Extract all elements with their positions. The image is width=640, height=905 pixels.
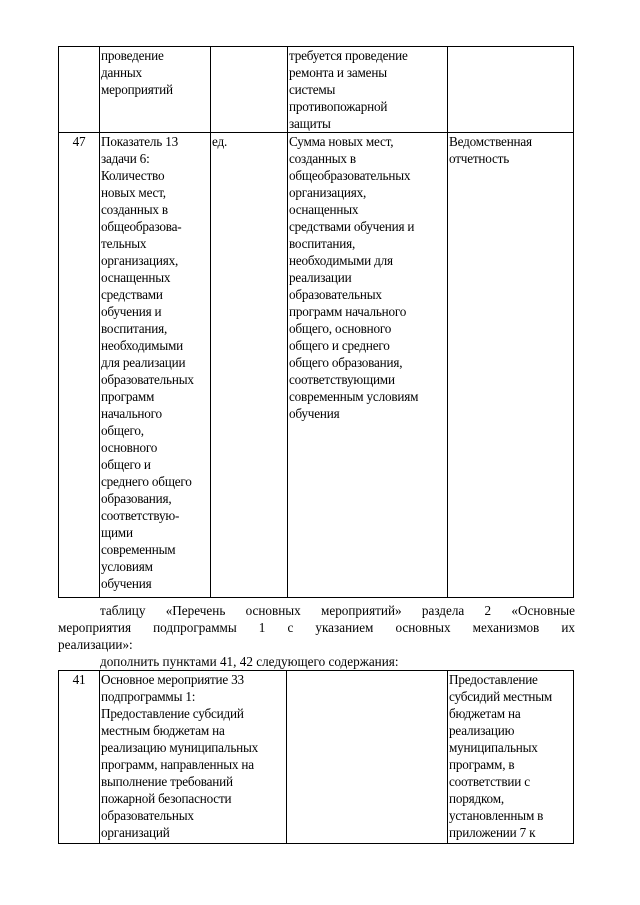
indicator-name-line: оснащенных <box>101 270 171 285</box>
source-line: отчетность <box>449 151 510 166</box>
indicator-name-line: щими <box>101 525 133 540</box>
mechanism-line: соответствии с <box>449 774 530 789</box>
indicator-name-line: данных <box>101 65 142 80</box>
measure-name-line: выполнение требований <box>101 774 233 789</box>
indicator-name-line: задачи 6: <box>101 151 150 166</box>
measures-table <box>58 670 574 844</box>
indicator-name-line: организациях, <box>101 253 179 268</box>
indicator-name-line: необходимыми <box>101 338 183 353</box>
indicator-name-line: общего и <box>101 457 151 472</box>
paragraph-line: таблицу «Перечень основных мероприятий» раздела 2 «Основные <box>100 603 575 618</box>
mechanism-line: бюджетам на <box>449 706 521 721</box>
measure-name-line: программ, направленных на <box>101 757 254 772</box>
indicator-name-line: обучения и <box>101 304 162 319</box>
indicator-name-line: тельных <box>101 236 147 251</box>
mechanism-line: Предоставление <box>449 672 538 687</box>
indicator-name-line: Показатель 13 <box>101 134 178 149</box>
mechanism-line: субсидий местным <box>449 689 553 704</box>
indicator-name-line: основного <box>101 440 158 455</box>
method-line: защиты <box>289 116 331 131</box>
measure-name-line: организаций <box>101 825 170 840</box>
measure-name-line: Предоставление субсидий <box>101 706 244 721</box>
indicator-name-line: обучения <box>101 576 152 591</box>
indicator-name-line: проведение <box>101 48 164 63</box>
indicator-name-line: соответствую- <box>101 508 180 523</box>
indicator-name-line: средствами <box>101 287 163 302</box>
mechanism-cell <box>448 671 574 844</box>
measure-name-line: местным бюджетам на <box>101 723 225 738</box>
indicator-name-line: современным <box>101 542 176 557</box>
method-line: реализации <box>289 270 352 285</box>
indicator-name-line: созданных в <box>101 202 168 217</box>
method-cell <box>288 133 448 598</box>
method-line: необходимыми для <box>289 253 393 268</box>
mechanism-line: приложении 7 к <box>449 825 536 840</box>
source-line: Ведомственная <box>449 134 532 149</box>
measure-name-line: Основное мероприятие 33 <box>101 672 244 687</box>
unit-cell <box>211 47 288 133</box>
measure-name-line: реализацию муниципальных <box>101 740 259 755</box>
method-line: противопожарной <box>289 99 388 114</box>
method-line: общего образования, <box>289 355 403 370</box>
indicator-name-line: мероприятий <box>101 82 173 97</box>
indicator-name-line: программ <box>101 389 155 404</box>
indicator-name-line: новых мест, <box>101 185 166 200</box>
method-line: общего и среднего <box>289 338 390 353</box>
mechanism-line: установленным в <box>449 808 544 823</box>
method-line: требуется проведение <box>289 48 408 63</box>
indicators-table <box>58 46 574 598</box>
amendment-instruction: дополнить пунктами 41, 42 следующего содержания: <box>100 654 399 669</box>
row-number: 41 <box>59 671 100 844</box>
mechanism-line: порядком, <box>449 791 504 806</box>
mechanism-line: программ, в <box>449 757 515 772</box>
indicator-name-line: воспитания, <box>101 321 168 336</box>
method-line: средствами обучения и <box>289 219 415 234</box>
source-cell <box>448 133 574 598</box>
method-line: общеобразовательных <box>289 168 411 183</box>
indicator-name-line: условиям <box>101 559 153 574</box>
mechanism-line: муниципальных <box>449 740 538 755</box>
method-line: соответствующими <box>289 372 395 387</box>
paragraph-line: реализации»: <box>58 637 133 652</box>
paragraph-line: мероприятия подпрограммы 1 с указанием основных механизмов их <box>58 620 575 635</box>
indicator-name-cell <box>100 133 211 598</box>
table-row <box>59 671 574 844</box>
measure-name-line: подпрограммы 1: <box>101 689 196 704</box>
unit-cell: ед. <box>211 133 288 598</box>
indicator-name-line: общего, <box>101 423 144 438</box>
method-line: Сумма новых мест, <box>289 134 394 149</box>
measure-name-cell <box>100 671 287 844</box>
method-line: системы <box>289 82 336 97</box>
indicator-name-line: общеобразова- <box>101 219 182 234</box>
table-row <box>59 133 574 598</box>
method-line: организациях, <box>289 185 367 200</box>
amendment-paragraph <box>58 602 575 653</box>
measure-name-line: пожарной безопасности <box>101 791 232 806</box>
indicator-name-line: среднего общего <box>101 474 192 489</box>
indicator-name-line: Количество <box>101 168 165 183</box>
method-line: программ начального <box>289 304 407 319</box>
method-line: современным условиям <box>289 389 419 404</box>
measure-name-line: образовательных <box>101 808 194 823</box>
row-number <box>59 47 100 133</box>
indicator-name-line: образования, <box>101 491 172 506</box>
indicator-name-line: образовательных <box>101 372 194 387</box>
indicator-name-cell <box>100 47 211 133</box>
method-line: общего, основного <box>289 321 392 336</box>
method-line: воспитания, <box>289 236 356 251</box>
method-line: оснащенных <box>289 202 359 217</box>
mechanism-line: реализацию <box>449 723 515 738</box>
source-cell <box>448 47 574 133</box>
method-cell <box>288 47 448 133</box>
row-number: 47 <box>59 133 100 598</box>
method-line: обучения <box>289 406 340 421</box>
indicator-name-line: для реализации <box>101 355 186 370</box>
empty-cell <box>287 671 448 844</box>
table-row <box>59 47 574 133</box>
method-line: ремонта и замены <box>289 65 387 80</box>
method-line: образовательных <box>289 287 382 302</box>
method-line: созданных в <box>289 151 356 166</box>
indicator-name-line: начального <box>101 406 162 421</box>
